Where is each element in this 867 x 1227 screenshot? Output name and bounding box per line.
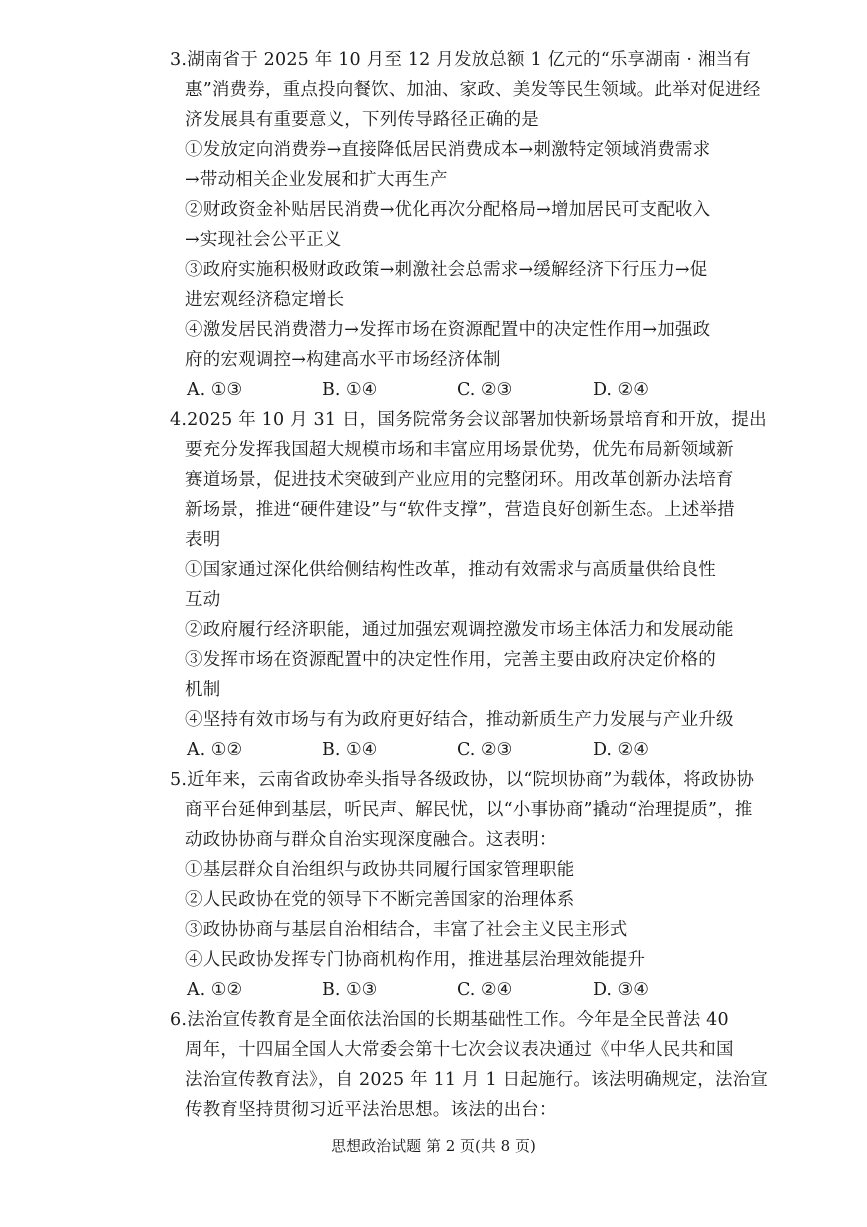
question-text-line: ③政府实施积极财政政策→刺激社会总需求→缓解经济下行压力→促 <box>185 260 708 280</box>
question-text-line: →实现社会公平正义 <box>185 230 342 250</box>
question-stem-start: 3.湖南省于 2025 年 10 月至 12 月发放总额 1 亿元的“乐享湖南 · 湘当有 <box>170 50 752 70</box>
option-b[interactable]: B. ①③ <box>322 980 378 1000</box>
question-text-line: 赛道场景，促进技术突破到产业应用的完整闭环。用改革创新办法培育 <box>185 470 734 490</box>
question-text-line: →带动相关企业发展和扩大再生产 <box>185 170 448 190</box>
question-text-line: 新场景，推进“硬件建设”与“软件支撑”，营造良好创新生态。上述举措 <box>185 500 735 520</box>
question-text-line: 互动 <box>185 590 221 610</box>
answer-options <box>0 375 867 405</box>
option-d[interactable]: D. ②④ <box>593 740 649 760</box>
option-d[interactable]: D. ②④ <box>593 380 649 400</box>
option-c[interactable]: C. ②③ <box>457 740 513 760</box>
question-text-line: ②政府履行经济职能，通过加强宏观调控激发市场主体活力和发展动能 <box>185 620 734 640</box>
question-text-line: 商平台延伸到基层，听民声、解民忧，以“小事协商”撬动“治理提质”，推 <box>185 800 753 820</box>
question-stem-start: 6.法治宣传教育是全面依法治国的长期基础性工作。今年是全民普法 40 <box>170 1010 729 1030</box>
question-text-line: 动政协协商与群众自治实现深度融合。这表明： <box>185 830 557 850</box>
option-c[interactable]: C. ②④ <box>457 980 513 1000</box>
question-text-line: ④人民政协发挥专门协商机构作用，推进基层治理效能提升 <box>185 950 646 970</box>
question-text-line: 法治宣传教育法》，自 2025 年 11 月 1 日起施行。该法明确规定，法治宣 <box>185 1070 769 1090</box>
question-text-line: ④坚持有效市场与有为政府更好结合，推动新质生产力发展与产业升级 <box>185 710 734 730</box>
question-text-line: 要充分发挥我国超大规模市场和丰富应用场景优势，优先布局新领域新 <box>185 440 734 460</box>
question-text-line: ②财政资金补贴居民消费→优化再次分配格局→增加居民可支配收入 <box>185 200 711 220</box>
question-text-line: ③政协协商与基层自治相结合，丰富了社会主义民主形式 <box>185 920 628 940</box>
question-stem-start: 5.近年来，云南省政协牵头指导各级政协，以“院坝协商”为载体，将政协协 <box>170 770 755 790</box>
option-a[interactable]: A. ①③ <box>187 380 243 400</box>
question-text-line: 济发展具有重要意义，下列传导路径正确的是 <box>185 110 539 130</box>
question-text-line: 进宏观经济稳定增长 <box>185 290 345 310</box>
question-text-line: 周年，十四届全国人大常委会第十七次会议表决通过《中华人民共和国 <box>185 1040 734 1060</box>
answer-options <box>0 735 867 765</box>
question-text-line: 传教育坚持贯彻习近平法治思想。该法的出台： <box>185 1100 557 1120</box>
question-text-line: ④激发居民消费潜力→发挥市场在资源配置中的决定性作用→加强政 <box>185 320 711 340</box>
option-c[interactable]: C. ②③ <box>457 380 513 400</box>
option-a[interactable]: A. ①② <box>187 740 243 760</box>
answer-options <box>0 975 867 1005</box>
question-text-line: 表明 <box>185 530 221 550</box>
question-text-line: ①基层群众自治组织与政协共同履行国家管理职能 <box>185 860 575 880</box>
page-footer: 思想政治试题 第 2 页(共 8 页) <box>331 1137 536 1155</box>
option-b[interactable]: B. ①④ <box>322 740 378 760</box>
question-stem-start: 4.2025 年 10 月 31 日，国务院常务会议部署加快新场景培育和开放，提出 <box>170 410 767 430</box>
question-text-line: ①发放定向消费券→直接降低居民消费成本→刺激特定领域消费需求 <box>185 140 711 160</box>
question-text-line: 机制 <box>185 680 221 700</box>
question-text-line: ③发挥市场在资源配置中的决定性作用，完善主要由政府决定价格的 <box>185 650 716 670</box>
question-text-line: 惠”消费券，重点投向餐饮、加油、家政、美发等民生领域。此举对促进经 <box>185 80 761 100</box>
question-text-line: 府的宏观调控→构建高水平市场经济体制 <box>185 350 501 370</box>
option-b[interactable]: B. ①④ <box>322 380 378 400</box>
option-a[interactable]: A. ①② <box>187 980 243 1000</box>
question-text-line: ①国家通过深化供给侧结构性改革，推动有效需求与高质量供给良性 <box>185 560 716 580</box>
option-d[interactable]: D. ③④ <box>593 980 649 1000</box>
question-text-line: ②人民政协在党的领导下不断完善国家的治理体系 <box>185 890 575 910</box>
